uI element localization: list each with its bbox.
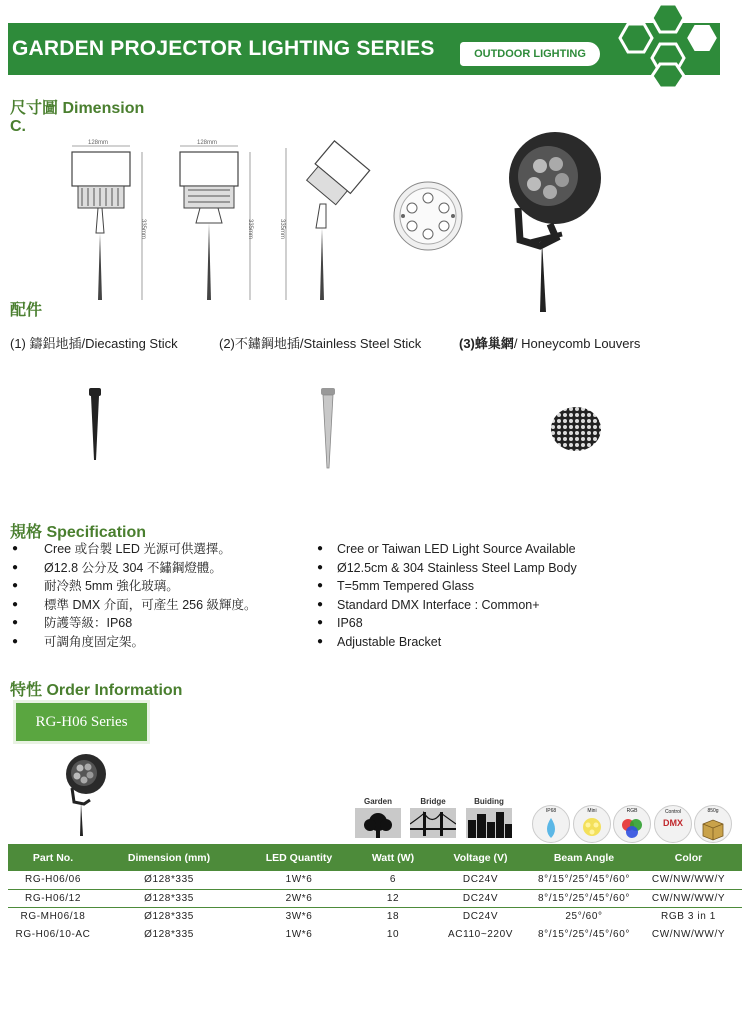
table-cell: 3W*6 (285, 910, 313, 922)
table-cell: CW/NW/WW/Y (651, 928, 726, 940)
hexagon-decoration-icon (600, 0, 720, 90)
spec-en-item: ● Ø12.5cm & 304 Stainless Steel Lamp Body (317, 559, 577, 578)
water-drop-icon (533, 814, 569, 842)
box-icon (695, 814, 731, 842)
yellow-led-icon (574, 814, 610, 842)
column-header: Dimension (mm) (98, 844, 240, 871)
table-cell: RG-H06/12 (8, 889, 98, 907)
accessories-title: 配件 (10, 302, 43, 319)
specification-title: 規格 Specification (10, 524, 147, 541)
table-cell: 8°/15°/25°/45°/60° (533, 889, 635, 907)
order-table (8, 844, 742, 943)
column-header: Part No. (8, 844, 98, 871)
dimension-drawing-top (392, 180, 464, 252)
table-cell: Ø128*335 (98, 871, 240, 889)
table-cell: RG-H06/10-AC (15, 928, 91, 940)
series-badge: RG-H06 Series (16, 703, 147, 741)
width-label-2: 128mm (197, 140, 218, 146)
column-header: Color (635, 844, 742, 871)
table-cell: DC24V (428, 889, 533, 907)
weight-label: 850g (707, 808, 719, 814)
accessory-label-3 (459, 333, 640, 352)
dimension-drawing-angled (282, 138, 372, 304)
dmx-icon: DMX (663, 818, 683, 828)
table-cell: CW/NW/WW/Y (635, 889, 742, 907)
product-photo (500, 128, 610, 314)
column-header: Watt (W) (358, 844, 428, 871)
table-cell: 8°/15°/25°/45°/60° (538, 928, 630, 940)
page-title: GARDEN PROJECTOR LIGHTING SERIES (12, 37, 435, 60)
table-cell: 2W*6 (240, 889, 358, 907)
spec-zh-item: ● 耐冷熱 5mm 強化玻璃。 (12, 577, 257, 596)
table-cell: Ø128*335 (144, 910, 194, 922)
table-row (8, 925, 742, 943)
column-header: Beam Angle (533, 844, 635, 871)
table-cell: DC24V (462, 910, 499, 922)
table-row (8, 907, 742, 925)
ip68-label: IP68 (545, 808, 557, 814)
spec-zh-item: ● Ø12.8 公分及 304 不鏽鋼燈體。 (12, 559, 257, 578)
application-garden-label: Garden (363, 797, 392, 806)
spec-zh-item: ● 可調角度固定架。 (12, 633, 257, 652)
table-cell: 12 (358, 889, 428, 907)
dimension-sub-letter: C. (10, 118, 26, 135)
dimension-title: 尺寸圖 Dimension (10, 100, 145, 117)
spec-en-item: ● Cree or Taiwan LED Light Source Available (317, 540, 577, 559)
application-bridge (410, 797, 456, 843)
width-label-1: 128mm (88, 140, 109, 146)
weight-badge (694, 805, 732, 843)
application-bridge-label: Bridge (420, 797, 446, 806)
ip68-badge (532, 805, 570, 843)
column-header: Voltage (V) (428, 844, 533, 871)
building-icon (466, 808, 512, 838)
table-cell: 1W*6 (240, 871, 358, 889)
order-product-photo (62, 752, 108, 838)
accessory-label-3-rest: / Honeycomb Louvers (513, 336, 641, 351)
column-header: LED Quantity (240, 844, 358, 871)
application-building (466, 797, 512, 843)
control-badge (654, 805, 692, 843)
table-cell: RG-H06/06 (8, 871, 98, 889)
table-header-row (8, 844, 742, 871)
spec-zh-item: ● 防護等級：IP68 (12, 614, 257, 633)
table-cell: RG-MH06/18 (20, 910, 86, 922)
outdoor-lighting-tag: OUTDOOR LIGHTING (460, 42, 600, 66)
stainless-steel-stick-image (318, 386, 338, 470)
rgb-badge (613, 805, 651, 843)
table-cell: RGB 3 in 1 (661, 910, 716, 922)
table-cell: AC110~220V (447, 928, 514, 940)
control-label: Control (664, 809, 682, 815)
order-title: 特性 Order Information (10, 682, 183, 699)
rgb-circles-icon (614, 814, 650, 842)
height-label-3: 335mm (279, 218, 286, 240)
rgb-label: RGB (626, 808, 638, 814)
honeycomb-louver-image (550, 406, 602, 452)
table-cell: 25°/60° (565, 910, 603, 922)
table-cell: Ø128*335 (98, 889, 240, 907)
bridge-icon (410, 808, 456, 838)
accessory-label-3-bold: (3)蜂巢網 (459, 336, 514, 351)
application-garden (355, 797, 401, 843)
mini-badge (573, 805, 611, 843)
table-row (8, 871, 742, 889)
table-cell: CW/NW/WW/Y (635, 871, 742, 889)
height-label-1: 335mm (140, 218, 147, 240)
spec-en-item: ● Standard DMX Interface : Common+ (317, 596, 577, 615)
table-cell: 8°/15°/25°/45°/60° (533, 871, 635, 889)
spec-en-item: ● IP68 (317, 614, 577, 633)
table-cell: 6 (358, 871, 428, 889)
spec-en-item: ● Adjustable Bracket (317, 633, 577, 652)
spec-list-en (317, 540, 577, 651)
spec-list-zh (12, 540, 257, 651)
spec-en-item: ● T=5mm Tempered Glass (317, 577, 577, 596)
garden-icon (355, 808, 401, 838)
diecasting-stick-image (85, 386, 105, 462)
table-cell: DC24V (428, 871, 533, 889)
table-cell: 18 (386, 910, 400, 922)
accessory-label-1: (1) 鑄鋁地插/Diecasting Stick (10, 336, 178, 351)
table-cell: Ø128*335 (144, 928, 194, 940)
table-row (8, 889, 742, 907)
table-cell: 1W*6 (285, 928, 313, 940)
height-label-2: 335mm (247, 218, 254, 240)
spec-zh-item: ● 標準 DMX 介面，可產生 256 級輝度。 (12, 596, 257, 615)
mini-label: Mini (587, 808, 597, 814)
table-cell: 10 (386, 928, 400, 940)
accessory-label-2: (2)不鏽鋼地插/Stainless Steel Stick (219, 336, 422, 351)
spec-zh-item: ● Cree 或台製 LED 光源可供選擇。 (12, 540, 257, 559)
application-building-label: Buiding (474, 797, 504, 806)
